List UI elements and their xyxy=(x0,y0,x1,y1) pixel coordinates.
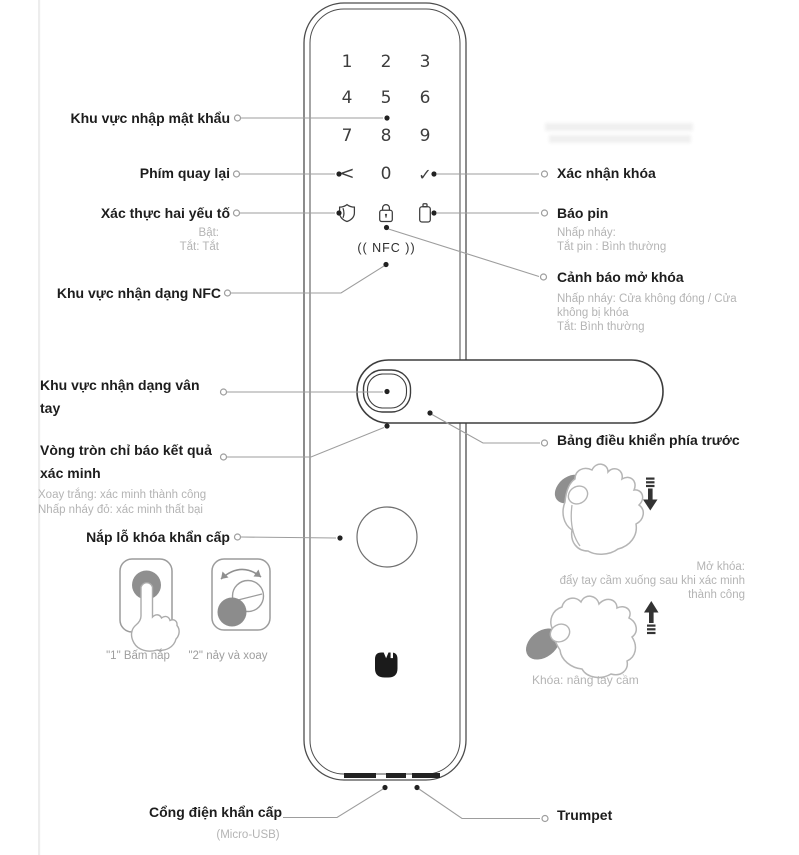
press-cover-step-icon xyxy=(120,559,179,651)
label-password-area: Khu vực nhập mật khẩu xyxy=(70,110,230,126)
note-unlock-warning-3: Tắt: Bình thường xyxy=(557,321,645,333)
nfc-area-marking: (( NFC )) xyxy=(357,241,416,255)
label-confirm-lock: Xác nhận khóa xyxy=(557,165,656,181)
note-two-factor-1: Bật: xyxy=(198,227,219,239)
label-unlock-warning: Cảnh báo mở khóa xyxy=(557,269,684,285)
note-unlock-warning-2: không bị khóa xyxy=(557,307,629,319)
label-indicator-ring-line2: xác minh xyxy=(40,465,101,481)
keypad-confirm-icon: ✓ xyxy=(418,165,432,184)
page-edge-line xyxy=(38,0,40,855)
pry-rotate-step-icon xyxy=(212,559,270,630)
note-unlock-warning-1: Nhấp nháy: Cửa không đóng / Cửa xyxy=(557,293,737,305)
label-trumpet: Trumpet xyxy=(557,807,613,823)
label-nfc-area: Khu vực nhận dạng NFC xyxy=(56,285,221,301)
label-battery-alert: Báo pin xyxy=(557,205,609,221)
emergency-keyhole-cover xyxy=(357,507,417,567)
keypad-key-3: 3 xyxy=(419,52,431,72)
note-indicator-2: Nhấp nháy đỏ: xác minh thất bại xyxy=(38,504,203,516)
label-keyhole-cover: Nắp lỗ khóa khẩn cấp xyxy=(86,529,230,545)
keypad-key-5: 5 xyxy=(380,88,392,108)
keypad-key-1: 1 xyxy=(341,52,353,72)
label-fingerprint-area-line2: tay xyxy=(40,400,61,416)
caption-step1: "1" Bấm nắp xyxy=(106,650,170,662)
caption-unlock-gesture-3: thành công xyxy=(688,589,745,601)
label-two-factor: Xác thực hai yếu tố xyxy=(100,205,230,221)
down-arrow-icon xyxy=(643,478,658,511)
label-emergency-power: Cổng điện khẩn cấp xyxy=(148,804,282,820)
label-back-key: Phím quay lại xyxy=(139,165,230,181)
caption-unlock-gesture-1: Mở khóa: xyxy=(696,561,745,573)
caption-unlock-gesture-2: đẩy tay cầm xuống sau khi xác minh xyxy=(559,575,745,587)
lift-handle-up-hand-icon xyxy=(520,596,636,677)
note-two-factor-2: Tắt: Tắt xyxy=(179,241,219,253)
watermark-smudge xyxy=(545,123,693,143)
caption-step2: "2" nảy và xoay xyxy=(188,650,268,662)
keypad-back-icon: < xyxy=(339,163,355,184)
note-indicator-1: Xoay trắng: xác minh thành công xyxy=(38,489,207,501)
keypad-key-0: 0 xyxy=(380,164,392,184)
note-micro-usb: (Micro-USB) xyxy=(216,829,280,841)
caption-lock-gesture: Khóa: nâng tay cầm xyxy=(532,673,639,687)
keypad-key-9: 9 xyxy=(419,126,431,146)
label-indicator-ring-line1: Vòng tròn chỉ báo kết quả xyxy=(40,442,212,458)
keypad-key-4: 4 xyxy=(341,88,353,108)
label-front-panel: Bảng điều khiển phía trước xyxy=(557,432,740,448)
note-battery-1: Nhấp nháy: xyxy=(557,227,616,239)
keypad-key-2: 2 xyxy=(380,52,392,72)
keypad-key-8: 8 xyxy=(380,126,392,146)
up-arrow-icon xyxy=(644,601,659,634)
note-battery-2: Tắt pin : Bình thường xyxy=(557,241,667,253)
keypad-key-7: 7 xyxy=(341,126,353,146)
label-fingerprint-area-line1: Khu vực nhận dạng vân xyxy=(40,377,200,393)
keypad-key-6: 6 xyxy=(419,88,431,108)
push-handle-down-hand-icon xyxy=(549,464,643,554)
